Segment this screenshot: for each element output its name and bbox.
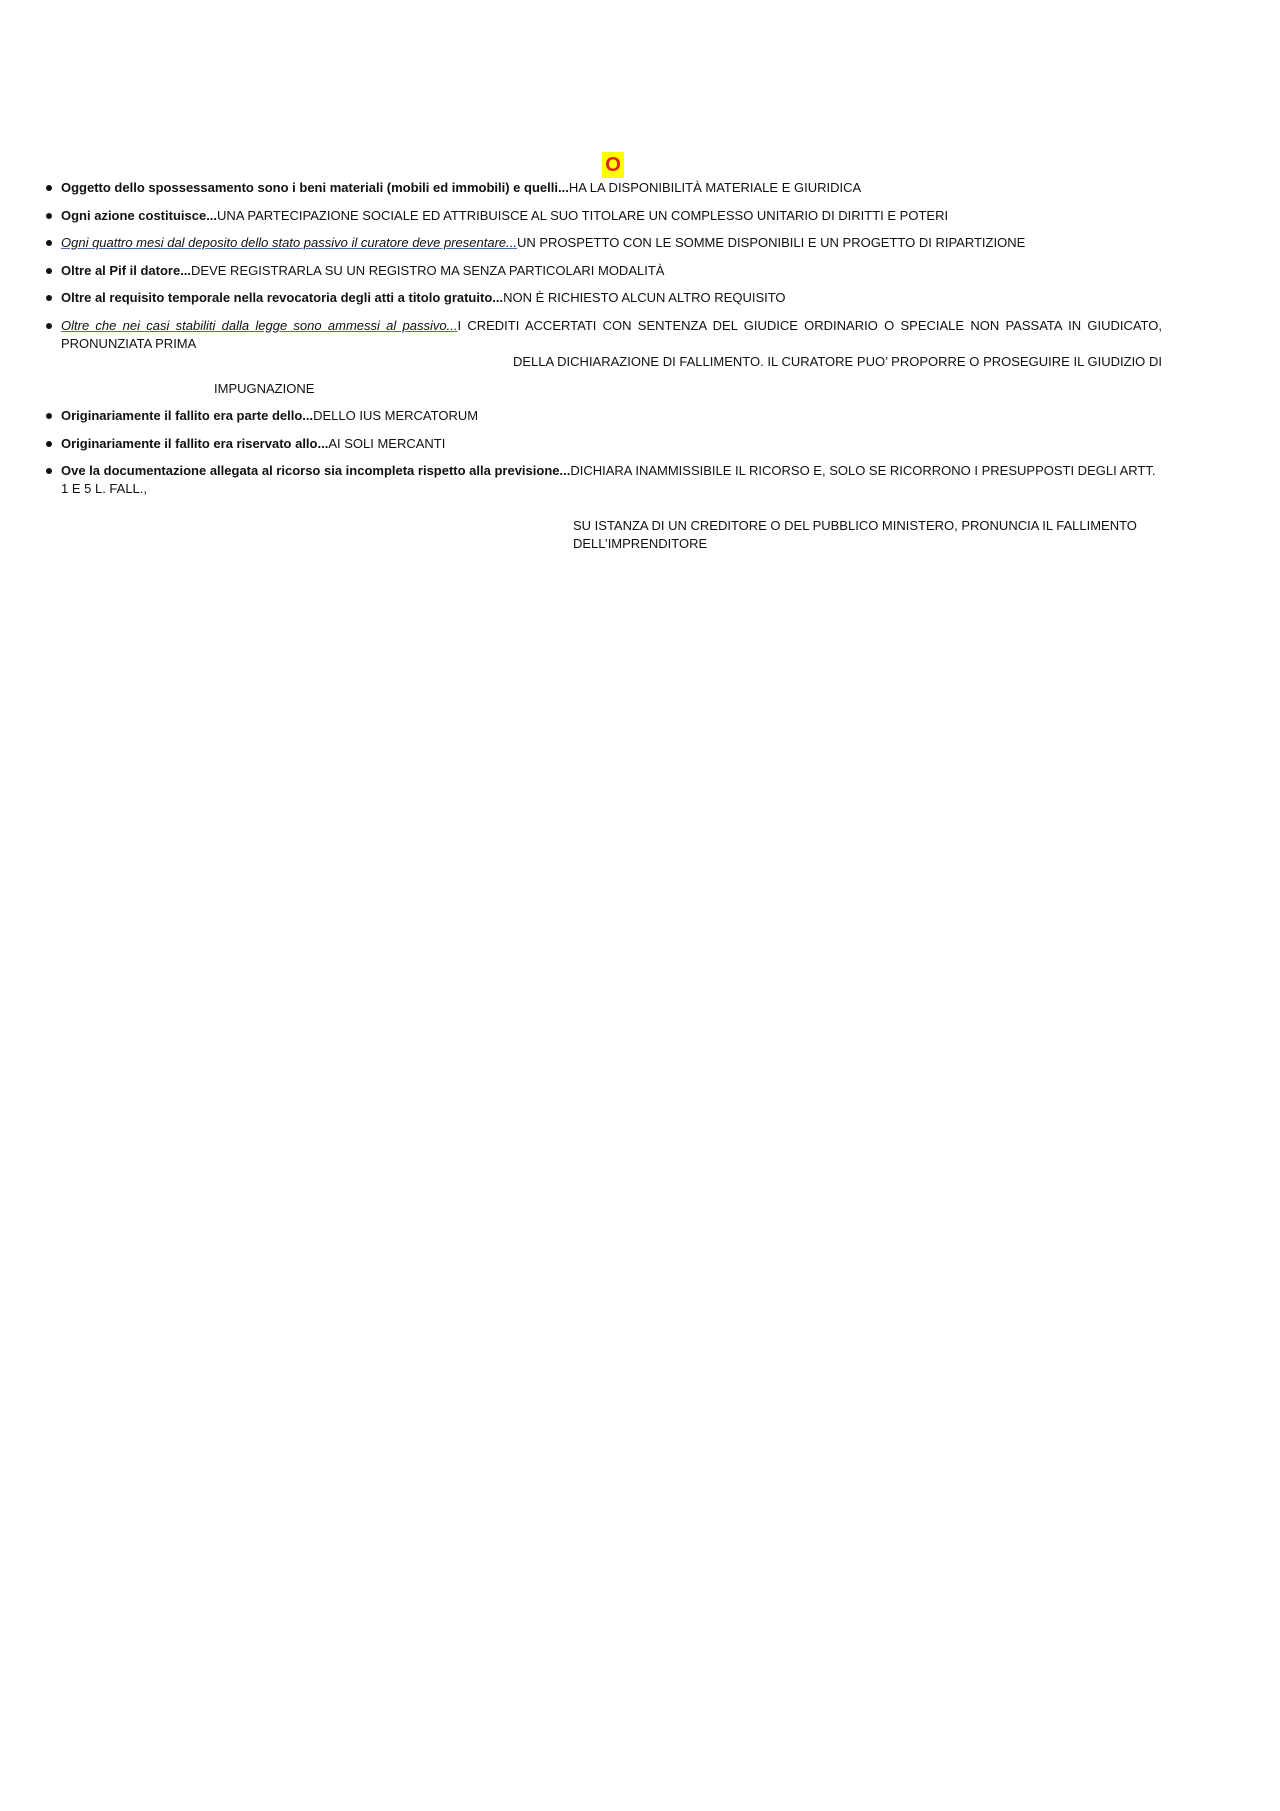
entry-answer: UN PROSPETTO CON LE SOMME DISPONIBILI E UN PROGETTO DI RIPARTIZIONE <box>516 235 1026 250</box>
list-item <box>42 234 1162 252</box>
list-item <box>42 435 1162 453</box>
entry-answer: DICHIARA INAMMISSIBILE IL RICORSO E, SOLO SE RICORRONO I PRESUPPOSTI DEGLI ARTT. 1 E 5 L. FALL., <box>61 463 1156 496</box>
list-item <box>42 179 1162 197</box>
list-item <box>42 207 1162 225</box>
list-item <box>42 407 1162 425</box>
entry-answer-continuation: DELLA DICHIARAZIONE DI FALLIMENTO. IL CURATORE PUO’ PROPORRE O PROSEGUIRE IL GIUDIZIO DI <box>513 353 1162 369</box>
list-item <box>42 289 1162 307</box>
entry-question: Ove la documentazione allegata al ricorso sia incompleta rispetto alla previsione... <box>61 463 571 478</box>
entry-question: Oggetto dello spossessamento sono i beni materiali (mobili ed immobili) e quelli... <box>61 180 569 195</box>
list-item <box>42 262 1162 280</box>
list-item <box>42 462 1162 553</box>
entry-question-link[interactable]: Ogni quattro mesi dal deposito dello stato passivo il curatore deve presentare... <box>61 235 517 250</box>
entry-answer: DELLO IUS MERCATORUM <box>313 408 479 423</box>
entry-answer: AI SOLI MERCANTI <box>328 435 446 451</box>
entry-question: Originariamente il fallito era parte dello... <box>61 408 314 423</box>
entry-question: Ogni azione costituisce... <box>61 207 218 223</box>
entry-answer: HA LA DISPONIBILITÀ MATERIALE E GIURIDICA <box>568 180 862 195</box>
entry-answer: I CREDITI ACCERTATI CON SENTENZA DEL GIUDICE ORDINARIO O SPECIALE NON PASSATA IN GIUDICATO, PRONUNZIATA PRIMA <box>61 317 1162 351</box>
entry-first-line <box>61 462 1162 498</box>
entry-question: Originariamente il fallito era riservato allo... <box>61 435 329 451</box>
entry-answer: DEVE REGISTRARLA SU UN REGISTRO MA SENZA PARTICOLARI MODALITÀ <box>191 262 665 278</box>
list-item <box>42 317 1162 398</box>
entry-question-link[interactable]: Oltre che nei casi stabiliti dalla legge sono ammessi al passivo... <box>61 317 458 333</box>
section-heading <box>0 152 1226 178</box>
entry-answer: NON È RICHIESTO ALCUN ALTRO REQUISITO <box>503 290 786 305</box>
entry-first-line <box>61 317 1162 353</box>
entry-answer: UNA PARTECIPAZIONE SOCIALE ED ATTRIBUISCE AL SUO TITOLARE UN COMPLESSO UNITARIO DI DIRITTI E POTERI <box>217 207 949 223</box>
entry-answer-continuation: IMPUGNAZIONE <box>214 380 315 396</box>
section-letter: O <box>602 152 624 178</box>
entry-question: Oltre al Pif il datore... <box>61 262 192 278</box>
entry-question: Oltre al requisito temporale nella revocatoria degli atti a titolo gratuito... <box>61 290 504 305</box>
entry-list <box>42 179 1162 563</box>
entry-answer-continuation: SU ISTANZA DI UN CREDITORE O DEL PUBBLICO MINISTERO, PRONUNCIA IL FALLIMENTO DELL’IMPRENDITORE <box>573 518 1137 551</box>
